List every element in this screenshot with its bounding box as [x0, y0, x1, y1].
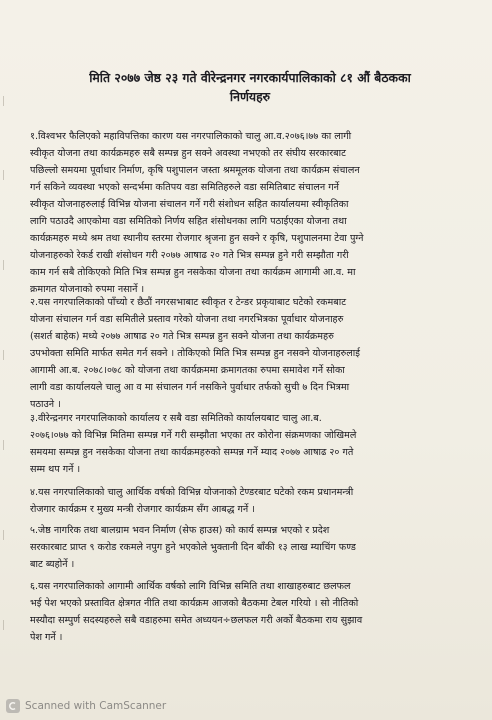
margin-mark	[3, 260, 10, 270]
document-title	[30, 68, 470, 106]
decision-paragraph-4	[30, 484, 472, 518]
text-line: लागि पठाउदै आएकोमा वडा समितिको निर्णय सहित शंसोधनका लागि पठाईएका योजना तथा	[30, 216, 347, 227]
text-line: मस्यौदा सम्पुर्ण सदस्यहरुले सबै वडाहरुमा समेत अध्ययन÷छलफल गरी अर्को बैठकमा राय सुझाव	[30, 615, 363, 626]
text-line: ३.वीरेन्द्रनगर नगरपालिकाको कार्यालय र सबै वडा समितिको कार्यालयबाट चालु आ.ब.	[30, 413, 322, 424]
text-line: १.विश्वभर फैलिएको महाविपत्तिका कारण यस नगरपालिकाको चालु आ.व.२०७६।७७ का लागी	[30, 131, 352, 142]
text-line: रोजगार कार्यक्रम र मुख्य मन्त्री रोजगार कार्यक्रम सँग आबद्ध गर्ने ।	[30, 504, 255, 515]
text-line: लागी वडा कार्यालयले चालु आ व मा संचालन गर्न नसकिने पुर्वाधार तर्फको सुची ७ दिन भित्रमा	[30, 382, 350, 393]
text-line: (सशर्त बाहेक) मध्ये २०७७ आषाढ २० गते भित्र सम्पन्न हुन सक्ने योजना तथा कार्यक्रमहरु	[30, 331, 334, 342]
text-line: आगामी आ.ब. २०७८।०७८ को योजना तथा कार्यक्रममा क्रमागतका रुपमा समावेश गर्ने सोका	[30, 365, 345, 376]
text-line: पठाउने ।	[30, 399, 61, 410]
decision-paragraph-1	[30, 128, 472, 298]
text-line: उपभोक्ता समिति मार्फत समेत गर्न सक्ने । तोकिएको मिति भित्र सम्पन्न हुन नसक्ने योजनाहरुलाई	[30, 348, 360, 359]
text-line: स्वीकृत योजना तथा कार्यक्रमहरु सबै सम्पन्न हुन सक्ने अवस्था नभएको तर संघीय सरकारबाट	[30, 148, 346, 159]
decision-paragraph-2	[30, 294, 472, 413]
text-line: योजना संचालन गर्न वडा समितीले प्रस्ताव गरेको योजना तथा नगरभित्रका पूर्वाधार योजनाहरु	[30, 314, 344, 325]
text-line: काम गर्न सबै तोकिएको मिति भित्र सम्पन्न हुन नसकेका योजना तथा कार्यक्रम आगामी आ.व. मा	[30, 267, 356, 278]
title-line-2: निर्णयहरु	[229, 89, 271, 104]
text-line: सम्म थप गर्ने ।	[30, 464, 81, 475]
decision-paragraph-3	[30, 410, 472, 478]
text-line: ६.यस नगरपालिकाको आगामी आर्थिक वर्षको लागि विभिन्न समिति तथा शाखाहरुबाट छलफल	[30, 581, 351, 592]
margin-mark	[3, 170, 10, 180]
margin-mark	[3, 350, 10, 360]
text-line: पछिल्लो समयमा पूर्वाधार निर्माण, कृषि पशुपालन जस्ता श्रममूलक योजना तथा कार्यक्रम संचालन	[30, 165, 360, 176]
text-line: भई पेश भएको प्रस्तावित क्षेत्रगत नीति तथा कार्यक्रम आजको बैठकमा टेबल गरियो । सो नीतिको	[30, 598, 359, 609]
text-line: गर्न सकिने व्यवस्था भएको सन्दर्भमा कतिपय वडा समितिहरुले वडा समितिबाट संचालन गर्ने	[30, 182, 339, 193]
text-line: समयमा सम्पन्न हुन नसकेका योजना तथा कार्यक्रमहरुको सम्पन्न गर्ने म्याद २०७७ आषाढ २० गते	[30, 447, 354, 458]
text-line: २.यस नगरपालिकाको पाँच्यो र छैठौं नगरसभाबाट स्वीकृत र टेन्डर प्रकृयाबाट घटेको रकमबाट	[30, 297, 347, 308]
watermark-text: Scanned with CamScanner	[25, 700, 167, 712]
text-line: सरकारबाट प्राप्त ९ करोड रकमले नपुग हुने भएकोले भुक्तानी दिन बाँकी १३ लाख म्याचिंग फण्ड	[30, 542, 356, 553]
decision-paragraph-5	[30, 522, 472, 573]
text-line: ५.जेष्ठ नागरिक तथा बालग्राम भवन निर्माण (सेफ हाउस) को कार्य सम्पन्न भएको र प्रदेश	[30, 525, 330, 536]
text-line: २०७६।०७७ को विभिन्न मितिमा सम्पन्न गर्ने गरी सम्झौता भएका तर कोरोना संक्रमणका जोखिमले	[30, 430, 357, 441]
decision-paragraph-6	[30, 578, 472, 646]
text-line: ४.यस नगरपालिकाको चालु आर्थिक वर्षको विभिन्न योजनाको टेण्डरबाट घटेको रकम प्रधानमन्त्री	[30, 487, 354, 498]
text-line: क्रमागत योजनाको रुपमा नसार्ने ।	[30, 284, 145, 295]
margin-mark	[3, 96, 10, 106]
text-line: बाट ब्यहोर्ने ।	[30, 559, 75, 570]
text-line: कार्यक्रमहरु मध्ये श्रम तथा स्थानीय स्तरमा रोजगार श्रृजना हुन सक्ने र कृषि, पशुपालनमा टेवा पुग्ने	[30, 233, 364, 244]
text-line: पेश गर्ने ।	[30, 632, 63, 643]
margin-mark	[3, 440, 10, 450]
camscanner-logo-icon	[6, 699, 20, 713]
margin-mark	[3, 620, 10, 630]
text-line: स्वीकृत योजनाहरुलाई विभिन्न योजना संचालन गर्ने गरी संशोधन सहित कार्यालयमा स्वीकृतिका	[30, 199, 349, 210]
title-line-1: मिति २०७७ जेष्ठ २३ गते वीरेन्द्रनगर नगरकार्यपालिकाको ८१ औं बैठकका	[89, 70, 411, 85]
text-line: योजनाहरुको रेकर्ड राखी शंसोधन गरी २०७७ आषाढ २० गते भित्र सम्पन्न हुने गरी सम्झौता गरी	[30, 250, 349, 261]
camscanner-watermark	[6, 698, 166, 714]
margin-mark	[3, 530, 10, 540]
